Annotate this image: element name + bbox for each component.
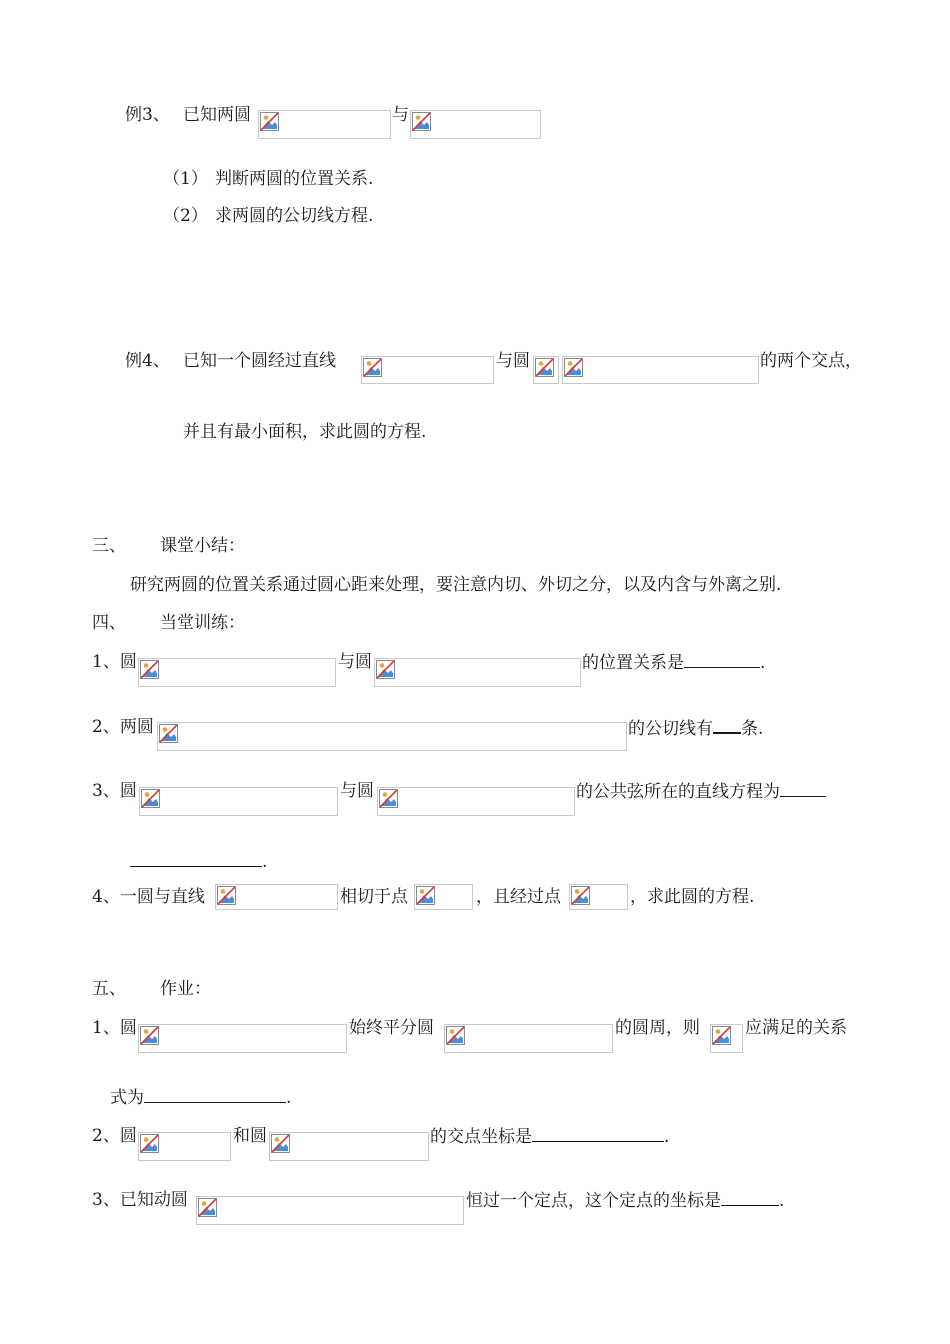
homework2-lead: 2、圆: [92, 1126, 137, 1146]
exercise1-tail: 的位置关系是 .: [582, 653, 766, 673]
broken-image-icon: [571, 886, 590, 905]
answer-blank[interactable]: [713, 716, 741, 734]
exercise3-join: 与圆: [340, 781, 374, 801]
broken-image-icon: [217, 886, 236, 905]
exercise2-tail: 的公切线有 条.: [628, 716, 763, 740]
formula-image: [533, 356, 559, 384]
formula-image: [410, 110, 541, 139]
answer-blank[interactable]: [780, 780, 826, 797]
example3-q2-text: 求两圆的公切线方程.: [215, 206, 374, 226]
example3-text: 已知两圆: [183, 105, 251, 125]
broken-image-icon: [140, 660, 159, 679]
exercise4-lead: 4、一圆与直线: [92, 887, 205, 907]
section5-title: 作业：: [160, 979, 211, 999]
example4-join: 与圆: [496, 351, 530, 371]
formula-image: [569, 884, 628, 910]
section4-title: 当堂训练：: [160, 613, 245, 633]
exercise4-mid2: ，且经过点: [476, 887, 561, 907]
broken-image-icon: [564, 358, 583, 377]
broken-image-icon: [379, 789, 398, 808]
broken-image-icon: [412, 112, 431, 131]
broken-image-icon: [260, 112, 279, 131]
section3-title: 课堂小结：: [160, 536, 245, 556]
answer-blank[interactable]: [130, 850, 262, 867]
homework2-tail: 的交点坐标是 .: [430, 1127, 670, 1147]
section4-num: 四、: [92, 613, 126, 633]
formula-image: [138, 1024, 347, 1053]
answer-blank[interactable]: [144, 1086, 286, 1103]
broken-image-icon: [159, 724, 178, 743]
section3-body: 研究两圆的位置关系通过圆心距来处理，要注意内切、外切之分，以及内含与外离之别.: [130, 575, 782, 595]
exercise3-lead: 3、圆: [92, 781, 137, 801]
answer-blank[interactable]: [684, 651, 760, 668]
formula-image: [138, 1132, 231, 1161]
formula-image: [138, 658, 336, 687]
broken-image-icon: [271, 1134, 290, 1153]
formula-image: [444, 1024, 613, 1053]
example3-q1-text: 判断两圆的位置关系.: [215, 169, 374, 189]
exercise2-lead: 2、两圆: [92, 717, 154, 737]
formula-image: [196, 1196, 464, 1225]
example4-label: 例4、: [125, 351, 170, 371]
broken-image-icon: [198, 1198, 217, 1217]
exercise3-tail2: .: [130, 850, 267, 873]
formula-image: [374, 658, 581, 687]
exercise1-join: 与圆: [338, 652, 372, 672]
formula-image: [157, 722, 627, 751]
broken-image-icon: [376, 660, 395, 679]
homework2-join: 和圆: [233, 1126, 267, 1146]
exercise4-tail: ，求此圆的方程.: [630, 887, 755, 907]
formula-image: [562, 356, 759, 384]
example3-join: 与: [392, 105, 409, 125]
homework1-mid2: 的圆周，则: [615, 1018, 700, 1038]
example3-q1-num: （1）: [163, 169, 208, 189]
formula-image: [215, 884, 338, 910]
formula-image: [414, 884, 473, 910]
broken-image-icon: [446, 1026, 465, 1045]
answer-blank[interactable]: [532, 1125, 664, 1142]
exercise3-tail: 的公共弦所在的直线方程为: [576, 780, 826, 803]
homework1-mid: 始终平分圆: [349, 1018, 434, 1038]
example3-label: 例3、: [125, 105, 170, 125]
broken-image-icon: [140, 1134, 159, 1153]
formula-image: [139, 787, 338, 816]
homework1-lead: 1、圆: [92, 1018, 137, 1038]
broken-image-icon: [140, 1026, 159, 1045]
homework3-lead: 3、已知动圆: [92, 1190, 188, 1210]
formula-image: [258, 110, 391, 139]
broken-image-icon: [363, 358, 382, 377]
homework1-mid3: 应满足的关系: [745, 1018, 847, 1038]
example4-text2: 的两个交点，: [760, 351, 862, 371]
example4-text3: 并且有最小面积，求此圆的方程.: [183, 422, 427, 442]
section5-num: 五、: [92, 979, 126, 999]
homework1-tail: 式为 .: [110, 1088, 292, 1108]
answer-blank[interactable]: [721, 1189, 779, 1206]
broken-image-icon: [416, 886, 435, 905]
exercise4-mid: 相切于点: [340, 887, 408, 907]
example4-text: 已知一个圆经过直线: [183, 351, 336, 371]
formula-image: [377, 787, 575, 816]
example3-q2-num: （2）: [163, 206, 208, 226]
exercise1-lead: 1、圆: [92, 652, 137, 672]
formula-image: [361, 356, 494, 384]
formula-image: [710, 1024, 743, 1053]
formula-image: [269, 1132, 429, 1161]
broken-image-icon: [535, 358, 554, 377]
broken-image-icon: [712, 1026, 731, 1045]
broken-image-icon: [141, 789, 160, 808]
homework3-tail: 恒过一个定点，这个定点的坐标是 .: [466, 1191, 785, 1211]
section3-num: 三、: [92, 536, 126, 556]
